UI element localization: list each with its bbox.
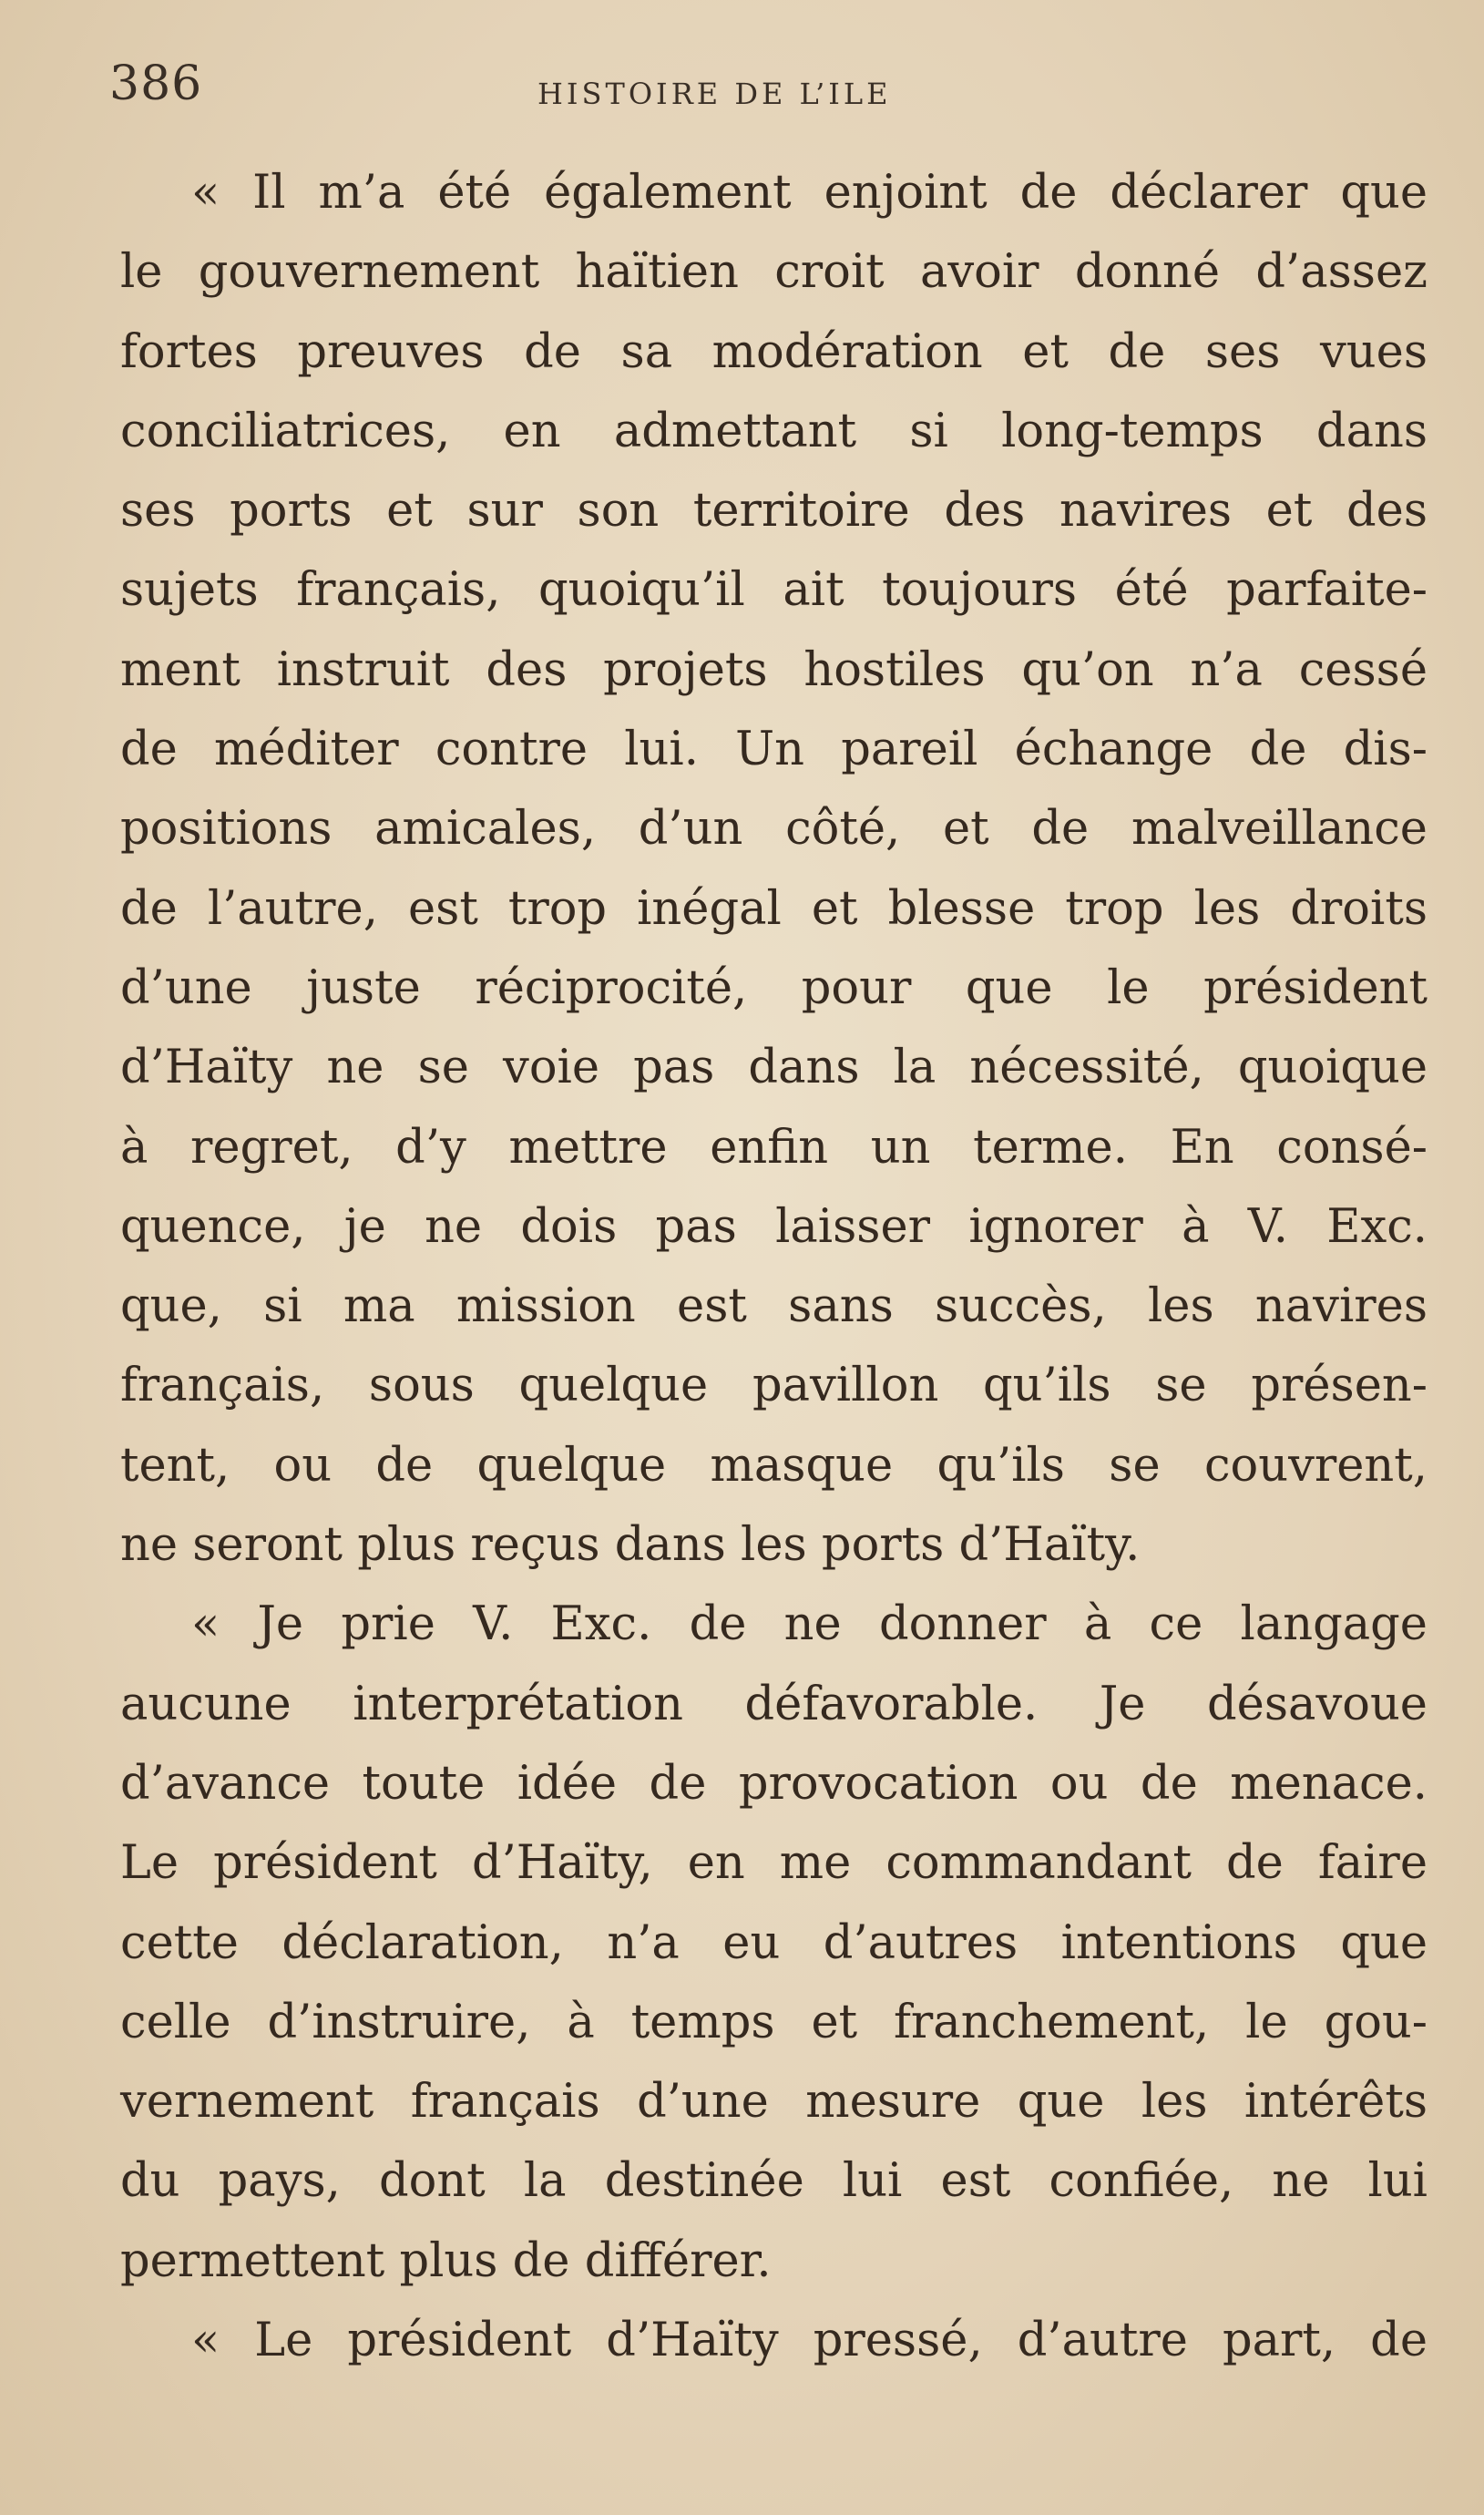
text-line: Le président d’Haïty, en me commandant de faire (120, 1836, 1428, 1891)
text-line: français, sous quelque pavillon qu’ils se présen- (120, 1359, 1428, 1413)
text-line: d’une juste réciprocité, pour que le président (120, 960, 1428, 1015)
text-line: « Je prie V. Exc. de ne donner à ce langage (191, 1597, 1428, 1652)
text-line: « Il m’a été également enjoint de déclarer que (191, 166, 1428, 220)
text-line: conciliatrices, en admettant si long-temps dans (120, 404, 1428, 458)
text-line: de méditer contre lui. Un pareil échange de dis- (120, 723, 1428, 777)
running-title: HISTOIRE DE L’ILE (537, 77, 892, 111)
text-line: du pays, dont la destinée lui est confiée, ne lui (120, 2154, 1428, 2209)
text-line: quence, je ne dois pas laisser ignorer à V. Exc. (120, 1199, 1428, 1254)
text-line: tent, ou de quelque masque qu’ils se couvrent, (120, 1438, 1428, 1493)
text-line: à regret, d’y mettre enfin un terme. En consé- (120, 1120, 1428, 1175)
text-line: aucune interprétation défavorable. Je désavoue (120, 1677, 1428, 1731)
text-line: ment instruit des projets hostiles qu’on n’a cessé (120, 642, 1428, 697)
text-line: positions amicales, d’un côté, et de malveillance (120, 802, 1428, 857)
text-line: de l’autre, est trop inégal et blesse trop les droits (120, 881, 1428, 936)
text-line: « Le président d’Haïty pressé, d’autre part, de (191, 2314, 1428, 2368)
text-line: cette déclaration, n’a eu d’autres intentions que (120, 1915, 1428, 1970)
page-number: 386 (109, 56, 203, 111)
text-line: vernement français d’une mesure que les intérêts (120, 2075, 1428, 2130)
text-line: d’Haïty ne se voie pas dans la nécessité, quoique (120, 1041, 1428, 1095)
text-line: fortes preuves de sa modération et de ses vues (120, 324, 1428, 379)
text-line: ses ports et sur son territoire des navires et des (120, 484, 1428, 539)
text-line: d’avance toute idée de provocation ou de menace. (120, 1756, 1428, 1811)
text-line: ne seront plus reçus dans les ports d’Haïty. (120, 1518, 1141, 1573)
text-line: permettent plus de différer. (120, 2233, 772, 2288)
text-line: que, si ma mission est sans succès, les navires (120, 1279, 1428, 1334)
text-line: celle d’instruire, à temps et franchement, le gou- (120, 1995, 1428, 2049)
text-line: sujets français, quoiqu’il ait toujours été parfaite- (120, 563, 1428, 618)
running-head (109, 56, 1429, 120)
text-line: le gouvernement haïtien croit avoir donné d’assez (120, 245, 1428, 300)
body-text (120, 153, 1428, 2380)
